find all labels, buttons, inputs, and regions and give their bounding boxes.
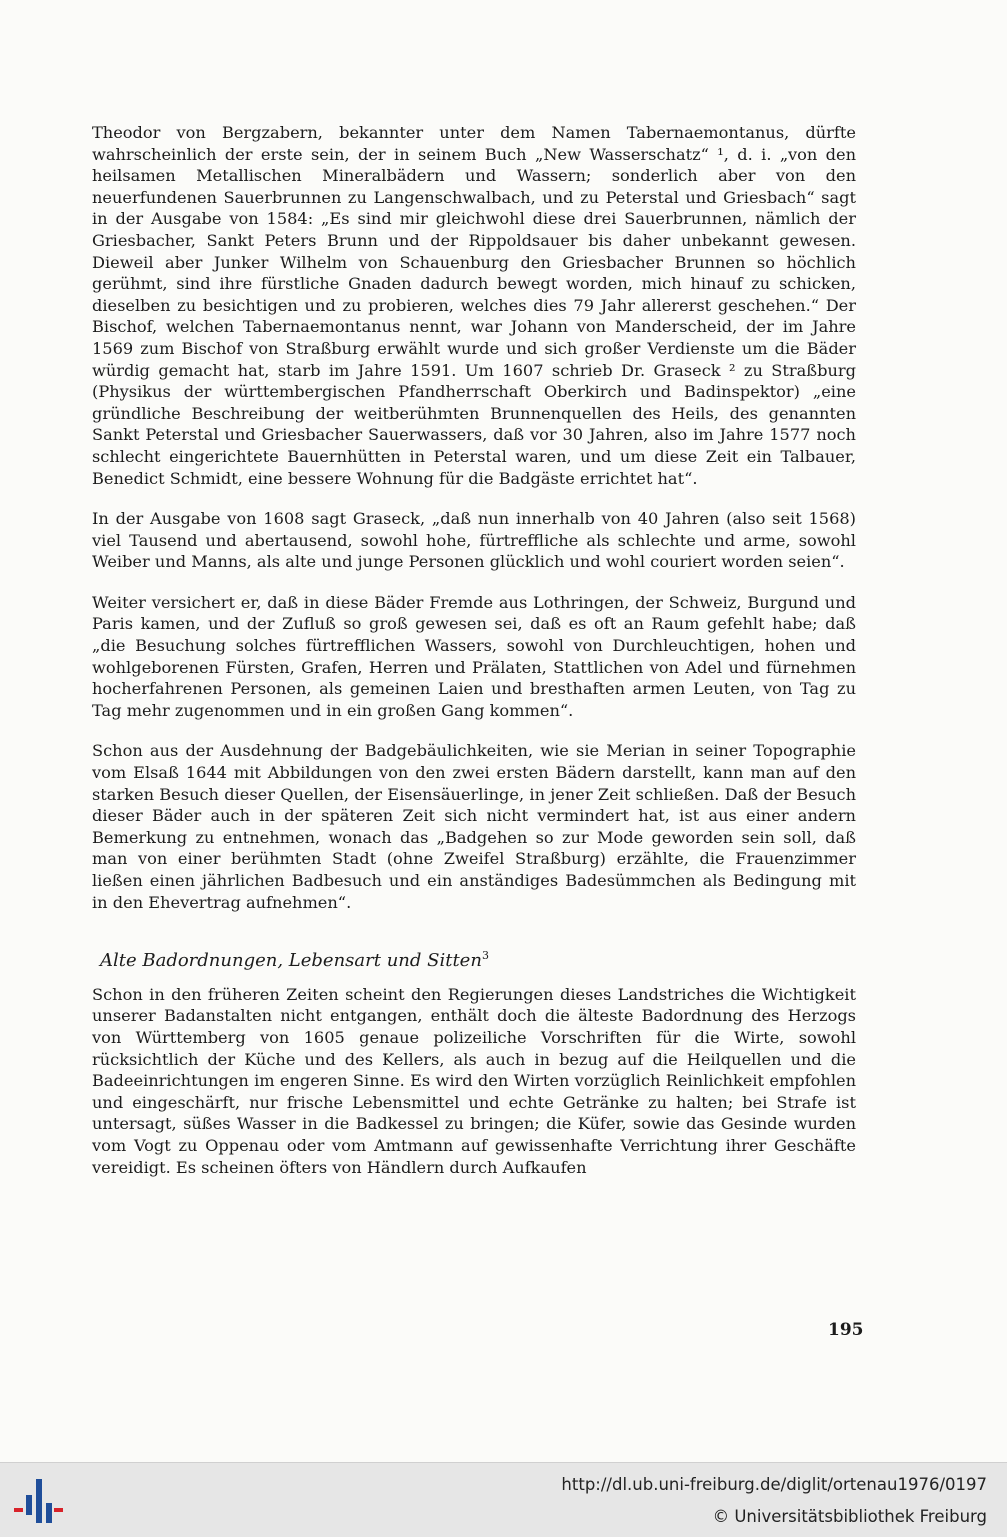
- paragraph-3: Weiter versichert er, daß in diese Bäder Fremde aus Lothringen, der Schweiz, Burgund und Paris kamen, und der Zufluß so groß gewesen sei, daß es oft an Raum gefehlt habe; daß „die Besuchung solches fürtrefflichen Wassers, sowohl von Durchleuchtigen, hohen und wohlgeborenen Fürsten, Grafen, Herren und Prälaten, Stattlichen von Adel und fürnehmen hocherfahrenen Personen, als gemeinen Laien und bresthaften armen Leuten, von Tag zu Tag mehr zugenommen und in ein großen Gang kommen“.: [92, 592, 856, 720]
- page-number: 195: [828, 1320, 864, 1340]
- logo-bar-center: [36, 1479, 42, 1523]
- paragraph-4: Schon aus der Ausdehnung der Badgebäulichkeiten, wie sie Merian in seiner Topographie vom Elsaß 1644 mit Abbildungen von den zwei ersten Bädern darstellt, kann man auf den starken Besuch dieser Quellen, der Eisensäuerlinge, in jener Zeit schließen. Daß der Besuch dieser Bäder auch in der späteren Zeit sich nicht vermindert hat, ist aus einer andern Bemerkung zu entnehmen, wonach das „Badgehen so zur Mode geworden sein soll, daß man von einer berühmten Stadt (ohne Zweifel Straßburg) erzählte, die Frauenzimmer ließen einen jährlichen Badbesuch und ein anständiges Badesümmchen als Bedingung mit in den Ehevertrag aufnehmen“.: [92, 741, 856, 912]
- logo-dash-right: [54, 1508, 63, 1512]
- paragraph-2: In der Ausgabe von 1608 sagt Graseck, „daß nun innerhalb von 40 Jahren (also seit 1568) viel Tausend und abertausend, sowohl hohe, fürtreffliche als schlechte und arme, sowohl Weiber und Manns, als alte und junge Personen glücklich und wohl couriert worden seien“.: [92, 509, 856, 572]
- paragraph-1: Theodor von Bergzabern, bekannter unter dem Namen Tabernaemontanus, dürfte wahrscheinlich der erste sein, der in seinem Buch „New Wasserschatz“ ¹, d. i. „von den heilsamen Metallischen Mineralbädern und Wassern; sonderlich aber von den neuerfundenen Sauerbrunnen zu Langenschwalbach, und zu Peterstal und Griesbach“ sagt in der Ausgabe von 1584: „Es sind mir gleichwohl diese drei Sauerbrunnen, nämlich der Griesbacher, Sankt Peters Brunn und der Rippoldsauer bis daher unbekannt gewesen. Dieweil aber Junker Wilhelm von Schauenburg den Griesbacher Brunnen so höchlich gerühmt, sind ihre fürstliche Gnaden dadurch bewegt worden, mich hinauf zu schicken, dieselben zu besichtigen und zu probieren, welches dies 79 Jahr allererst geschehen.“ Der Bischof, welchen Tabernaemontanus nennt, war Johann von Manderscheid, der im Jahre 1569 zum Bischof von Straßburg erwählt wurde und sich großer Verdienste um die Bäder würdig gemacht hat, starb im Jahre 1591. Um 1607 schrieb Dr. Graseck ² zu Straßburg (Physikus der württembergischen Pfandherrschaft Oberkirch und Badinspektor) „eine gründliche Beschreibung der weitberühmten Brunnenquellen des Heils, des genannten Sankt Peterstal und Griesbacher Sauerwassers, daß vor 30 Jahren, also im Jahre 1577 noch schlecht eingerichtete Bauernhütten in Peterstal waren, und um diese Zeit ein Talbauer, Benedict Schmidt, eine bessere Wohnung für die Badgäste errichtet hat“.: [92, 123, 856, 488]
- viewer-footer: [0, 1462, 1007, 1537]
- body-text: [92, 122, 856, 1197]
- logo-bar-left: [26, 1495, 32, 1515]
- university-library-logo: [14, 1477, 64, 1525]
- paragraph-5: Schon in den früheren Zeiten scheint den Regierungen dieses Landstriches die Wichtigkeit unserer Badanstalten nicht entgangen, enthält doch die älteste Badordnung des Herzogs von Württemberg von 1605 genaue polizeiliche Vorschriften für die Wirte, sowohl rücksichtlich der Küche und des Kellers, als auch in bezug auf die Heilquellen und die Badeeinrichtungen im engeren Sinne. Es wird den Wirten vorzüglich Reinlichkeit empfohlen und eingeschärft, nur frische Lebensmittel und echte Getränke zu halten; bei Strafe ist untersagt, süßes Wasser in die Badkessel zu bringen; die Küfer, sowie das Gesinde wurden vom Vogt zu Oppenau oder vom Amtmann auf gewissenhafte Verrichtung ihrer Geschäfte vereidigt. Es scheinen öfters von Händlern durch Aufkaufen: [92, 984, 856, 1177]
- permalink-url[interactable]: http://dl.ub.uni-freiburg.de/diglit/ortenau1976/0197: [561, 1475, 987, 1494]
- section-heading: [100, 945, 856, 972]
- logo-dash-left: [14, 1508, 23, 1512]
- copyright-notice: © Universitätsbibliothek Freiburg: [712, 1507, 987, 1526]
- footnote-ref-3: 3: [481, 949, 489, 963]
- section-heading-text: Alte Badordnungen, Lebensart und Sitten: [100, 950, 482, 972]
- logo-bar-right: [46, 1503, 52, 1523]
